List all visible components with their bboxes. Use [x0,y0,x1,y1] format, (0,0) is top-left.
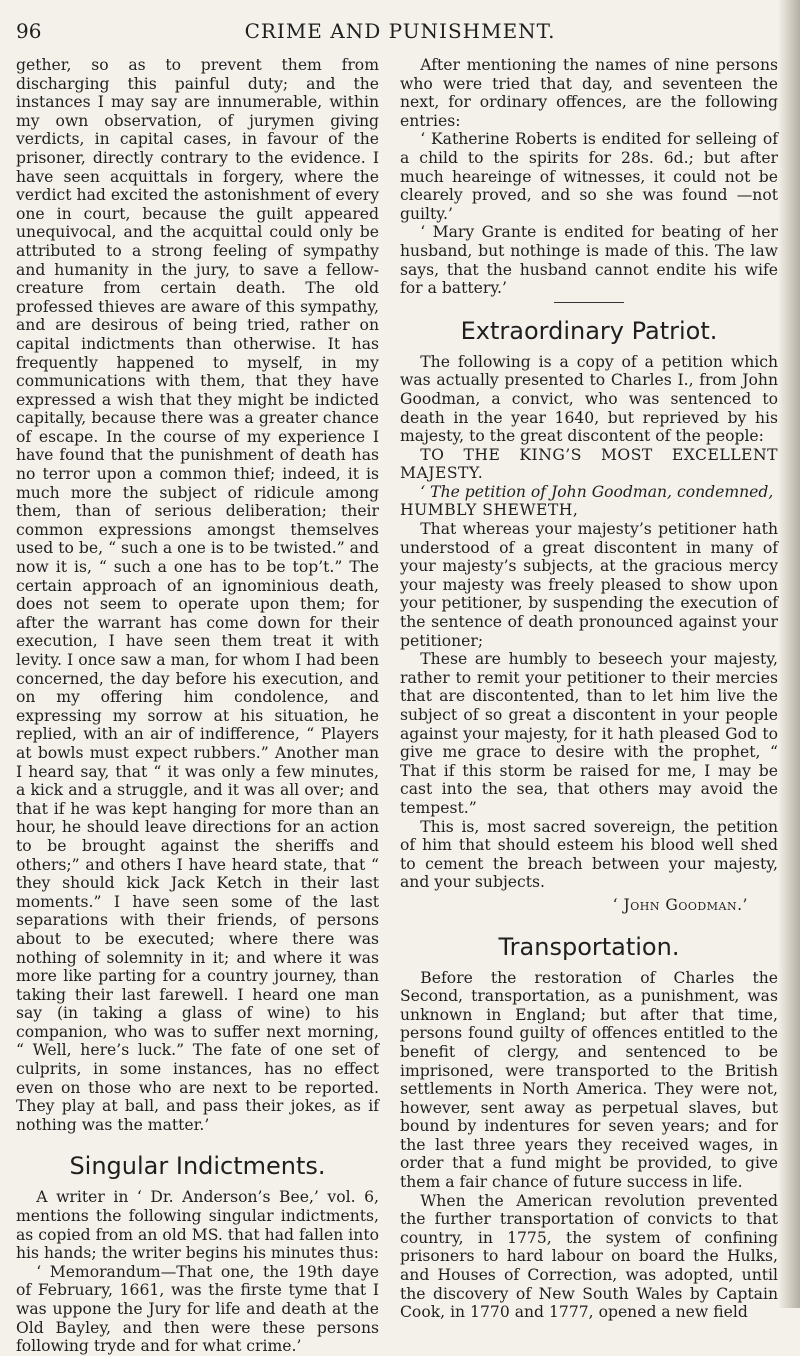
page-header [0,16,800,46]
body-paragraph: That whereas your majesty’s petitioner hath understood of a great discontent in many of your majesty’s subjects, at the gracious mercy your majesty was freely pleased to show upon your petitioner, by suspending the execution of the sentence of death pronounced against your petitioner; [400,520,778,650]
body-paragraph: The following is a copy of a petition which was actually presented to Charles I., from John Goodman, a convict, who was sentenced to death in the year 1640, but reprieved by his majesty, to the great discontent of the people: [400,352,778,446]
left-column [16,56,379,1356]
body-paragraph: ‘ Katherine Roberts is endited for selleing of a child to the spirits for 28s. 6d.; but after much heareinge of witnesses, it could not be clearely proved, and so she was found —not guilty.’ [400,130,778,223]
body-paragraph: This is, most sacred sovereign, the petition of him that should esteem his blood well shed to cement the breach between your majesty, and your subjects. [400,817,778,892]
body-paragraph: When the American revolution prevented the further transportation of convicts to that country, in 1775, the system of confining prisoners to hard labour on board the Hulks, and Houses of Correction, was adopted, until the discovery of New South Wales by Captain Cook, in 1770 and 1777, opened a new field [400,1191,778,1322]
petition-address: TO THE KING’S MOST EXCELLENT MAJESTY. [400,445,778,483]
petition-sheweth: HUMBLY SHEWETH, [400,501,579,520]
section-title-extraordinary-patriot: Extraordinary Patriot. [460,316,718,345]
page-number: 96 [16,19,42,43]
section-title-singular-indictments: Singular Indictments. [69,1152,326,1181]
body-paragraph: Before the restoration of Charles the Second, transportation, as a punishment, was unknown in England; but after that time, persons found guilty of offences entitled to the benefit of clergy, and sentenced to be imprisoned, were transported to the British settlements in North America. They were not, however, sent away as perpetual slaves, but bound by indentures for seven years; and for the last three years they received wages, in order that a fund might be provided, to give them a fair chance of future success in life. [400,968,778,1192]
section-divider [554,302,624,303]
petition-title: ‘ The petition of John Goodman, condemned, [420,482,774,501]
body-paragraph: These are humbly to beseech your majesty, rather to remit your petitioner to their mercies that are discontented, than to let him live the subject of so great a discontent in your people against your majesty, for it hath pleased God to give me grace to desire with the prophet, “ That if this storm be raised for me, I may be cast into the sea, that others may avoid the tempest.” [400,650,778,817]
right-column [400,56,778,1322]
body-paragraph: ‘ Mary Grante is endited for beating of her husband, but nothinge is made of this. The law says, that the husband cannot endite his wife for a battery.’ [400,223,778,298]
petition-signature: ‘ John Goodman.’ [612,895,748,914]
body-paragraph: ‘ Memorandum—That one, the 19th daye of February, 1661, was the firste tyme that I was uppone the Jury for life and death at the Old Bayley, and then were these persons following tryde and for what crime.’ [16,1262,379,1356]
body-paragraph: gether, so as to prevent them from discharging this painful duty; and the instances I may say are innumerable, within my own observation, of jurymen giving verdicts, in capital cases, in favour of the prisoner, directly contrary to the evidence. I have seen acquittals in forgery, where the verdict had excited the astonishment of every one in court, because the guilt appeared unequivocal, and the acquittal could only be attributed to a strong feeling of sympathy and humanity in the jury, to save a fellow-creature from certain death. The old professed thieves are aware of this sympathy, and are desirous of being tried, rather on capital indictments than otherwise. It has frequently happened to myself, in my communications with them, that they have expressed a wish that they might be indicted capitally, because there was a greater chance of escape. In the course of my experience I have found that the punishment of death has no terror upon a common thief; indeed, it is much more the subject of ridicule among them, than of serious deliberation; their common expressions amongst themselves used to be, “ such a one is to be twisted.” and now it is, “ such a one has to be top’t.” The certain approach of an ignominious death, does not seem to operate upon them; for after the warrant has come down for their execution, I have seen them treat it with levity. I once saw a man, for whom I had been concerned, the day before his execution, and on my offering him condolence, and expressing my sorrow at his situation, he replied, with an air of indifference, “ Players at bowls must expect rubbers.” Another man I heard say, that “ it was only a few minutes, a kick and a struggle, and it was all over; and that if he was kept hanging for more than an hour, he should leave directions for an action to be brought against the sheriffs and others;” and others I have heard state, that “ they should kick Jack Ketch in their last moments.” I have seen some of the last separations with their friends, of persons about to be executed; where there was nothing of solemnity in it; and where it was more like parting for a country journey, than taking their last farewell. I heard one man say (in taking a glass of wine) to his companion, who was to suffer next morning, “ Well, here’s luck.” The fate of one set of culprits, in some instances, has no effect even on those who are next to be reported. They play at ball, and pass their jokes, as if nothing was the matter.’ [16,56,379,1134]
body-paragraph: After mentioning the names of nine persons who were tried that day, and seventeen the next, for ordinary offences, are the following entries: [400,56,778,130]
body-paragraph: A writer in ‘ Dr. Anderson’s Bee,’ vol. 6, mentions the following singular indictments, as copied from an old MS. that had fallen into his hands; the writer begins his minutes thus: [16,1188,379,1263]
section-title-transportation: Transportation. [498,932,680,961]
running-head: CRIME AND PUNISHMENT. [244,19,556,43]
page-edge-shadow [778,0,800,1308]
